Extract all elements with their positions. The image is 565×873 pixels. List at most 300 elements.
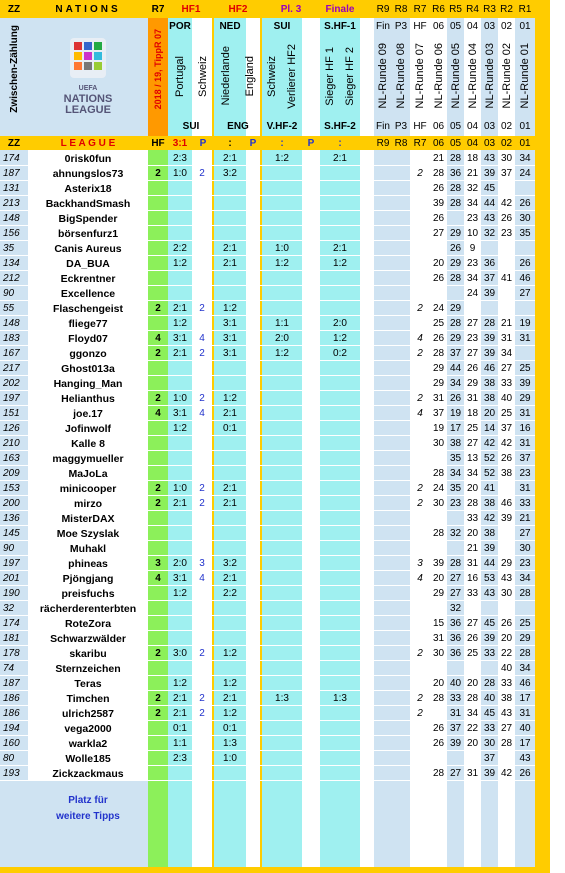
row-hf1-points: 3 bbox=[199, 558, 205, 569]
row-pl3-tipp bbox=[262, 661, 302, 676]
row-zz: 136 bbox=[3, 513, 20, 524]
row-finale-tipp: 0:2 bbox=[333, 348, 347, 359]
row-r3: 30 bbox=[483, 738, 496, 749]
row-r1: 31 bbox=[519, 438, 531, 449]
row-hf bbox=[148, 376, 168, 391]
row-r6 bbox=[430, 601, 447, 616]
row-hf bbox=[148, 421, 168, 436]
league-n01: 01 bbox=[519, 137, 531, 149]
row-r4: 26 bbox=[466, 633, 479, 644]
row-r5: 26 bbox=[449, 243, 462, 254]
row-finale-tipp: 2:1 bbox=[333, 243, 347, 254]
row-r5: 38 bbox=[449, 438, 462, 449]
row-hf bbox=[148, 241, 168, 256]
header-verlierer-text: Verlierer HF2 bbox=[286, 43, 298, 109]
row-r5: 29 bbox=[449, 303, 462, 314]
row-hf: 2 bbox=[155, 708, 161, 719]
row-finale-tipp bbox=[320, 526, 360, 541]
row-r2: 20 bbox=[500, 633, 513, 644]
row-hf1-tipp bbox=[168, 451, 192, 466]
row-r7 bbox=[410, 316, 430, 331]
row-r5: 34 bbox=[449, 468, 462, 479]
header-n06-b: 06 bbox=[432, 120, 445, 132]
row-finale-tipp bbox=[320, 286, 360, 301]
row-r2: 29 bbox=[500, 558, 513, 569]
row-r7 bbox=[410, 271, 430, 286]
row-finale-tipp bbox=[320, 511, 360, 526]
header-r6: R6 bbox=[432, 3, 445, 15]
row-hf1-points bbox=[192, 361, 212, 376]
header-hf2: HF2 bbox=[228, 3, 248, 15]
header-eng: ENG bbox=[227, 120, 249, 132]
row-r1: 24 bbox=[519, 168, 531, 179]
row-r5: 28 bbox=[449, 153, 462, 164]
row-r5: 29 bbox=[449, 258, 462, 269]
row-zz: 134 bbox=[3, 258, 20, 269]
row-finale-tipp bbox=[320, 571, 360, 586]
row-r3 bbox=[481, 241, 498, 256]
row-hf bbox=[148, 586, 168, 601]
row-hf1-points bbox=[192, 511, 212, 526]
row-r3: 32 bbox=[483, 228, 496, 239]
header-r5: R5 bbox=[449, 3, 462, 15]
row-zz: 148 bbox=[3, 213, 20, 224]
row-finale-tipp bbox=[320, 601, 360, 616]
row-hf1-points: 2 bbox=[199, 348, 205, 359]
row-hf1-tipp: 2:0 bbox=[173, 558, 187, 569]
row-zz: 186 bbox=[3, 693, 20, 704]
row-pl3-tipp bbox=[262, 601, 302, 616]
row-hf2-tipp: 2:1 bbox=[223, 243, 237, 254]
row-r4: 33 bbox=[466, 513, 479, 524]
header-nlr03 bbox=[481, 34, 498, 118]
row-hf1-tipp: 1:1 bbox=[173, 738, 187, 749]
row-hf2-tipp bbox=[214, 766, 246, 781]
row-r1: 23 bbox=[519, 558, 531, 569]
row-r3: 42 bbox=[483, 513, 496, 524]
row-hf1-tipp bbox=[168, 466, 192, 481]
row-hf2-tipp bbox=[214, 361, 246, 376]
row-r2: 42 bbox=[500, 768, 513, 779]
row-r4: 22 bbox=[466, 723, 479, 734]
row-hf2-tipp bbox=[214, 181, 246, 196]
row-pl3-tipp bbox=[262, 556, 302, 571]
header-n03-b: 03 bbox=[483, 120, 496, 132]
header-n01-b: 01 bbox=[519, 120, 531, 132]
row-finale-tipp bbox=[320, 406, 360, 421]
row-r4: 21 bbox=[466, 168, 479, 179]
row-finale-tipp bbox=[320, 271, 360, 286]
header-zwischen-text: Zwischen-Zählung bbox=[8, 25, 20, 113]
row-r6: 31 bbox=[432, 633, 445, 644]
league-n04: 04 bbox=[466, 137, 479, 149]
row-hf: 2 bbox=[155, 348, 161, 359]
row-r3: 14 bbox=[483, 423, 496, 434]
row-r1: 16 bbox=[519, 423, 531, 434]
row-r5: 28 bbox=[449, 273, 462, 284]
row-hf1-points bbox=[192, 661, 212, 676]
row-hf1-tipp: 2:1 bbox=[173, 708, 187, 719]
row-r5: 28 bbox=[449, 558, 462, 569]
header-n03: 03 bbox=[483, 20, 496, 32]
row-finale-tipp bbox=[320, 226, 360, 241]
row-name: Teras bbox=[74, 677, 102, 690]
row-name: Asterix18 bbox=[64, 182, 112, 195]
row-r2 bbox=[498, 601, 515, 616]
row-hf bbox=[148, 541, 168, 556]
row-r3: 20 bbox=[483, 408, 496, 419]
header-n02-b: 02 bbox=[500, 120, 513, 132]
row-r5: 36 bbox=[449, 168, 462, 179]
row-r2: 39 bbox=[500, 513, 513, 524]
row-r4: 25 bbox=[466, 423, 479, 434]
league-n05: 05 bbox=[449, 137, 462, 149]
row-name: BackhandSmash bbox=[45, 197, 131, 210]
row-r2 bbox=[498, 256, 515, 271]
row-hf1-tipp bbox=[168, 631, 192, 646]
row-r5: 44 bbox=[449, 363, 462, 374]
row-r3: 38 bbox=[483, 393, 496, 404]
logo-text-nations: NATIONS bbox=[63, 93, 113, 105]
row-r5: 32 bbox=[449, 528, 462, 539]
row-pl3-tipp bbox=[262, 676, 302, 691]
row-finale-tipp bbox=[320, 481, 360, 496]
row-r1: 27 bbox=[519, 528, 531, 539]
row-hf1-tipp: 0:1 bbox=[173, 723, 187, 734]
row-hf1-points: 2 bbox=[199, 708, 205, 719]
row-hf1-points bbox=[192, 451, 212, 466]
row-finale-tipp: 1:2 bbox=[333, 333, 347, 344]
row-hf2-tipp bbox=[214, 196, 246, 211]
league-colon2: : bbox=[280, 137, 284, 149]
row-finale-tipp bbox=[320, 706, 360, 721]
row-hf1-tipp bbox=[168, 271, 192, 286]
row-hf2-tipp: 1:2 bbox=[223, 708, 237, 719]
row-hf1-tipp bbox=[168, 436, 192, 451]
row-r6: 28 bbox=[432, 348, 445, 359]
row-r5: 28 bbox=[449, 183, 462, 194]
row-hf1-tipp bbox=[168, 361, 192, 376]
row-r4: 13 bbox=[466, 453, 479, 464]
row-hf bbox=[148, 271, 168, 286]
row-r1: 37 bbox=[519, 453, 531, 464]
row-r2 bbox=[498, 301, 515, 316]
row-pl3-tipp bbox=[262, 541, 302, 556]
row-r5: 39 bbox=[449, 738, 462, 749]
row-hf1-points bbox=[192, 586, 212, 601]
row-r2: 21 bbox=[500, 318, 513, 329]
header-fin-b: Fin bbox=[376, 120, 390, 132]
row-zz: 178 bbox=[3, 648, 20, 659]
row-name: warkla2 bbox=[68, 737, 108, 750]
row-hf bbox=[148, 736, 168, 751]
row-r1: 46 bbox=[519, 678, 531, 689]
row-r7: 3 bbox=[417, 558, 423, 569]
row-hf2-tipp bbox=[214, 286, 246, 301]
row-finale-tipp bbox=[320, 721, 360, 736]
row-r2: 33 bbox=[500, 378, 513, 389]
row-zz: 90 bbox=[3, 288, 15, 299]
row-r4: 27 bbox=[466, 348, 479, 359]
header-sieger1 bbox=[320, 34, 340, 118]
row-r5: 37 bbox=[449, 723, 462, 734]
row-finale-tipp bbox=[320, 661, 360, 676]
row-r7: 4 bbox=[417, 573, 423, 584]
row-name: MisterDAX bbox=[61, 512, 115, 525]
row-hf1-points bbox=[192, 526, 212, 541]
row-zz: 145 bbox=[3, 528, 20, 539]
row-hf2-tipp bbox=[214, 466, 246, 481]
row-name: Pjöngjang bbox=[62, 572, 114, 585]
league-p2: P bbox=[249, 137, 257, 149]
row-zz: 80 bbox=[3, 753, 15, 764]
row-zz: 90 bbox=[3, 543, 15, 554]
row-finale-tipp bbox=[320, 646, 360, 661]
row-hf bbox=[148, 601, 168, 616]
row-r4: 20 bbox=[466, 483, 479, 494]
row-r1: 39 bbox=[519, 378, 531, 389]
row-r5: 36 bbox=[449, 633, 462, 644]
row-finale-tipp bbox=[320, 196, 360, 211]
row-r7 bbox=[410, 541, 430, 556]
row-r3: 39 bbox=[483, 348, 496, 359]
league-hf: HF bbox=[151, 137, 165, 149]
row-hf2-tipp bbox=[214, 511, 246, 526]
row-name: RoteZora bbox=[64, 617, 112, 630]
row-hf2-tipp: 2:1 bbox=[223, 693, 237, 704]
row-r4: 27 bbox=[466, 618, 479, 629]
row-hf bbox=[148, 511, 168, 526]
row-hf1-points: 2 bbox=[199, 693, 205, 704]
row-r6: 20 bbox=[432, 573, 445, 584]
header-sui: SUI bbox=[273, 20, 291, 32]
row-r7 bbox=[410, 751, 430, 766]
row-r5: 32 bbox=[449, 603, 462, 614]
row-name: Flaschengeist bbox=[52, 302, 124, 315]
row-hf: 2 bbox=[155, 498, 161, 509]
row-r7: 4 bbox=[417, 408, 423, 419]
row-pl3-tipp bbox=[262, 436, 302, 451]
footer-line1: Platz für bbox=[68, 794, 108, 806]
header-nlr03-text: NL-Runde 03 bbox=[483, 43, 496, 109]
row-r4: 20 bbox=[466, 678, 479, 689]
row-hf1-tipp: 1:2 bbox=[173, 423, 187, 434]
row-r4: 28 bbox=[466, 498, 479, 509]
row-pl3-tipp bbox=[262, 406, 302, 421]
row-r6: 19 bbox=[432, 423, 445, 434]
row-name: Wolle185 bbox=[65, 752, 111, 765]
header-n04-b: 04 bbox=[466, 120, 479, 132]
row-r1: 27 bbox=[519, 288, 531, 299]
row-r6: 26 bbox=[432, 273, 445, 284]
league-zz: ZZ bbox=[7, 137, 21, 149]
row-pl3-tipp bbox=[262, 586, 302, 601]
row-r3: 39 bbox=[483, 543, 496, 554]
row-r2: 31 bbox=[500, 333, 513, 344]
league-colon3: : bbox=[338, 137, 342, 149]
row-r7: 2 bbox=[417, 693, 423, 704]
row-name: DA_BUA bbox=[66, 257, 110, 270]
row-name: Hanging_Man bbox=[53, 377, 123, 390]
row-hf1-tipp: 2:1 bbox=[173, 303, 187, 314]
row-r5: 27 bbox=[449, 588, 462, 599]
row-r5: 17 bbox=[449, 423, 462, 434]
row-r3: 43 bbox=[483, 153, 496, 164]
row-hf1-tipp bbox=[168, 766, 192, 781]
row-r6: 31 bbox=[432, 393, 445, 404]
row-hf1-points bbox=[192, 736, 212, 751]
row-r1 bbox=[515, 601, 535, 616]
row-r1: 28 bbox=[519, 588, 531, 599]
header-por: POR bbox=[169, 20, 191, 32]
row-r2: 28 bbox=[500, 738, 513, 749]
row-zz: 156 bbox=[3, 228, 20, 239]
row-hf: 4 bbox=[155, 408, 161, 419]
header-nlr08-text: NL-Runde 08 bbox=[395, 43, 407, 109]
row-r3: 39 bbox=[483, 633, 496, 644]
row-hf1-points bbox=[192, 751, 212, 766]
row-r3: 46 bbox=[483, 363, 496, 374]
row-r3: 42 bbox=[483, 438, 496, 449]
row-r3: 45 bbox=[483, 618, 496, 629]
row-hf1-points bbox=[192, 196, 212, 211]
row-r2: 27 bbox=[500, 723, 513, 734]
header-fin: Fin bbox=[376, 20, 390, 32]
row-r7 bbox=[410, 586, 430, 601]
row-zz: 200 bbox=[3, 498, 20, 509]
row-r7: 4 bbox=[417, 333, 423, 344]
row-pl3-tipp bbox=[262, 466, 302, 481]
row-r2: 27 bbox=[500, 363, 513, 374]
row-r4: 26 bbox=[466, 363, 479, 374]
row-pl3-tipp: 1:2 bbox=[275, 348, 289, 359]
row-hf bbox=[148, 436, 168, 451]
row-r6 bbox=[430, 751, 447, 766]
row-hf bbox=[148, 616, 168, 631]
header-season-text: 2018 / 19, TippR 07 bbox=[153, 28, 163, 110]
header-schweiz2 bbox=[262, 34, 282, 118]
row-r2: 26 bbox=[500, 213, 513, 224]
logo-mark-icon bbox=[58, 34, 118, 84]
row-r4: 20 bbox=[466, 738, 479, 749]
row-pl3-tipp bbox=[262, 361, 302, 376]
row-r7 bbox=[410, 256, 430, 271]
row-hf bbox=[148, 181, 168, 196]
row-finale-tipp bbox=[320, 211, 360, 226]
row-pl3-tipp bbox=[262, 196, 302, 211]
row-r2: 40 bbox=[500, 663, 513, 674]
header-nlr04-text: NL-Runde 04 bbox=[466, 43, 479, 109]
header-nlr08 bbox=[392, 34, 410, 118]
row-hf bbox=[148, 526, 168, 541]
row-r2: 42 bbox=[500, 198, 513, 209]
logo-text-league: LEAGUE bbox=[65, 104, 111, 116]
row-hf1-tipp bbox=[168, 286, 192, 301]
row-r6 bbox=[430, 706, 447, 721]
row-hf1-points bbox=[192, 601, 212, 616]
row-r4 bbox=[464, 751, 481, 766]
row-r5 bbox=[447, 511, 464, 526]
row-zz: 148 bbox=[3, 318, 20, 329]
row-hf1-points: 2 bbox=[199, 393, 205, 404]
row-pl3-tipp bbox=[262, 646, 302, 661]
row-finale-tipp bbox=[320, 166, 360, 181]
row-name: Sternzeichen bbox=[55, 662, 121, 675]
row-r4: 33 bbox=[466, 588, 479, 599]
header-zz: ZZ bbox=[7, 3, 21, 15]
row-r6: 20 bbox=[432, 258, 445, 269]
row-zz: 210 bbox=[3, 438, 20, 449]
row-r3: 45 bbox=[483, 708, 496, 719]
row-hf bbox=[148, 466, 168, 481]
row-hf1-points: 2 bbox=[199, 648, 205, 659]
row-r7 bbox=[410, 511, 430, 526]
row-hf2-tipp: 3:1 bbox=[223, 318, 237, 329]
row-r1: 34 bbox=[519, 573, 531, 584]
row-r4: 27 bbox=[466, 318, 479, 329]
header-n01: 01 bbox=[519, 20, 531, 32]
row-r6: 28 bbox=[432, 168, 445, 179]
row-pl3-tipp bbox=[262, 211, 302, 226]
row-hf1-points bbox=[192, 676, 212, 691]
row-zz: 197 bbox=[3, 393, 20, 404]
row-r3: 38 bbox=[483, 378, 496, 389]
league-n02: 02 bbox=[500, 137, 513, 149]
row-hf1-tipp: 1:0 bbox=[173, 483, 187, 494]
row-hf2-tipp: 1:2 bbox=[223, 393, 237, 404]
league-n03: 03 bbox=[483, 137, 496, 149]
row-r7 bbox=[410, 421, 430, 436]
row-r4: 18 bbox=[466, 408, 479, 419]
row-zz: 201 bbox=[3, 573, 20, 584]
row-finale-tipp bbox=[320, 391, 360, 406]
row-hf1-points bbox=[192, 376, 212, 391]
row-r6: 21 bbox=[432, 153, 445, 164]
row-hf: 4 bbox=[155, 573, 161, 584]
league-colon1: : bbox=[228, 137, 232, 149]
row-r4: 34 bbox=[466, 468, 479, 479]
row-finale-tipp bbox=[320, 541, 360, 556]
row-r6: 39 bbox=[432, 198, 445, 209]
row-r6: 30 bbox=[432, 498, 445, 509]
league-r8: R8 bbox=[394, 137, 408, 149]
row-name: Timchen bbox=[66, 692, 110, 705]
header-r3: R3 bbox=[483, 3, 496, 15]
row-hf1-points bbox=[192, 541, 212, 556]
row-name: Schwarzwälder bbox=[50, 632, 126, 645]
row-r5 bbox=[447, 211, 464, 226]
row-name: fliege77 bbox=[68, 317, 108, 330]
row-r5: 33 bbox=[449, 693, 462, 704]
row-hf bbox=[148, 721, 168, 736]
row-r5: 23 bbox=[449, 498, 462, 509]
row-hf1-tipp bbox=[168, 661, 192, 676]
row-r1: 34 bbox=[519, 153, 531, 164]
row-hf1-tipp: 2:3 bbox=[173, 753, 187, 764]
row-r1: 26 bbox=[519, 768, 531, 779]
header-r7: R7 bbox=[151, 3, 165, 15]
row-zz: 153 bbox=[3, 483, 20, 494]
row-name: rächerderenterbten bbox=[39, 602, 137, 615]
row-r6: 26 bbox=[432, 333, 445, 344]
row-r7 bbox=[410, 451, 430, 466]
header-sieger2 bbox=[340, 34, 360, 118]
row-r1: 21 bbox=[519, 513, 531, 524]
row-hf1-tipp bbox=[168, 511, 192, 526]
header-nations: NATIONS bbox=[55, 3, 121, 15]
row-zz: 55 bbox=[3, 303, 15, 314]
row-r4: 24 bbox=[466, 288, 479, 299]
